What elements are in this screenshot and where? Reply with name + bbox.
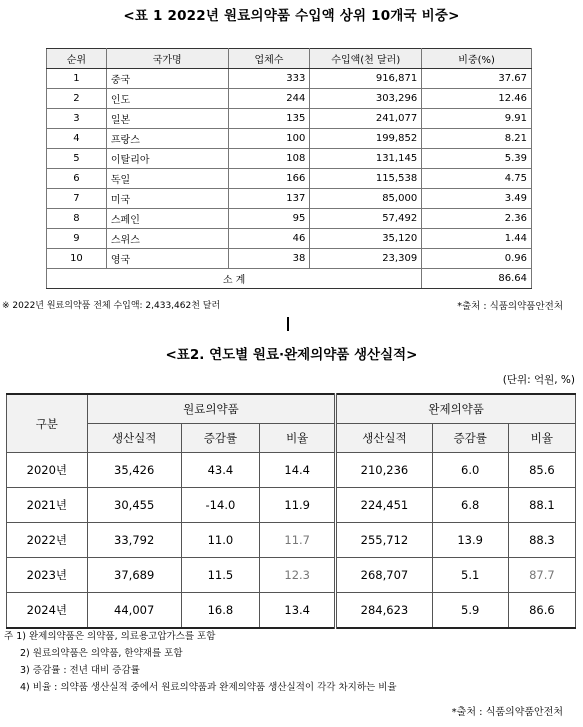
note-3: 3) 증감률 : 전년 대비 증감률 <box>20 665 140 676</box>
table-row <box>47 89 532 109</box>
table-cell: 85,000 <box>310 189 422 209</box>
table-cell: 916,871 <box>310 69 422 89</box>
table-cell: 115,538 <box>310 169 422 189</box>
table-cell: 224,451 <box>336 488 432 523</box>
table-cell: 6.0 <box>432 453 508 488</box>
table-cell: 이탈리아 <box>106 149 228 169</box>
table-cell: 199,852 <box>310 129 422 149</box>
table2-title: <표2. 연도별 원료·완제의약품 생산실적> <box>165 347 418 363</box>
text-cursor <box>287 317 289 331</box>
table-row <box>47 209 532 229</box>
table-cell: 30,455 <box>87 488 181 523</box>
table-cell: 독일 <box>106 169 228 189</box>
table-cell: 5.39 <box>422 149 532 169</box>
table-row <box>7 523 576 558</box>
header-finished-products: 완제의약품 <box>336 394 576 424</box>
table-cell: 284,623 <box>336 593 432 629</box>
table-cell: 6.8 <box>432 488 508 523</box>
table-cell: 16.8 <box>181 593 259 629</box>
table-cell: 0.96 <box>422 249 532 269</box>
year-cell: 2023년 <box>7 558 88 593</box>
table-cell: 12.46 <box>422 89 532 109</box>
table-cell: 11.0 <box>181 523 259 558</box>
table-cell: 11.9 <box>260 488 336 523</box>
table-cell: 255,712 <box>336 523 432 558</box>
subtotal-row <box>47 269 532 289</box>
table-cell: 87.7 <box>508 558 575 593</box>
table-cell: 46 <box>228 229 310 249</box>
table-row <box>47 169 532 189</box>
header-fin-ratio: 비율 <box>508 424 575 453</box>
table-cell: 57,492 <box>310 209 422 229</box>
table-cell: 1 <box>47 69 107 89</box>
table-cell: 9.91 <box>422 109 532 129</box>
import-table-header <box>47 49 532 69</box>
table-cell: 241,077 <box>310 109 422 129</box>
table-cell: 131,145 <box>310 149 422 169</box>
table-cell: 85.6 <box>508 453 575 488</box>
header-raw-change: 증감률 <box>181 424 259 453</box>
table-cell: 미국 <box>106 189 228 209</box>
table-cell: 35,120 <box>310 229 422 249</box>
table-cell: 12.3 <box>260 558 336 593</box>
table-cell: 35,426 <box>87 453 181 488</box>
header-import-amount: 수입액(천 달러) <box>310 49 422 69</box>
table-cell: 1.44 <box>422 229 532 249</box>
table-cell: 14.4 <box>260 453 336 488</box>
table1-note: ※ 2022년 원료의약품 전체 수입액: 2,433,462천 달러 <box>2 301 221 311</box>
header-companies: 업체수 <box>228 49 310 69</box>
table-cell: 중국 <box>106 69 228 89</box>
table-cell: 2 <box>47 89 107 109</box>
table-cell: 8.21 <box>422 129 532 149</box>
header-fin-change: 증감률 <box>432 424 508 453</box>
note-2: 2) 원료의약품은 의약품, 한약재를 포함 <box>20 648 183 659</box>
table-row <box>7 488 576 523</box>
table-cell: 44,007 <box>87 593 181 629</box>
table-cell: 108 <box>228 149 310 169</box>
table-cell: 43.4 <box>181 453 259 488</box>
table-cell: 4.75 <box>422 169 532 189</box>
table-cell: 37.67 <box>422 69 532 89</box>
table-cell: 135 <box>228 109 310 129</box>
import-table <box>46 48 532 289</box>
table-cell: 9 <box>47 229 107 249</box>
header-country: 국가명 <box>106 49 228 69</box>
table-cell: 11.5 <box>181 558 259 593</box>
table-cell: 5 <box>47 149 107 169</box>
year-cell: 2024년 <box>7 593 88 629</box>
table-row <box>7 453 576 488</box>
table-cell: 5.9 <box>432 593 508 629</box>
table-cell: 스위스 <box>106 229 228 249</box>
year-cell: 2021년 <box>7 488 88 523</box>
table-cell: 3.49 <box>422 189 532 209</box>
table-cell: 33,792 <box>87 523 181 558</box>
year-cell: 2020년 <box>7 453 88 488</box>
table-cell: 37,689 <box>87 558 181 593</box>
subtotal-label: 소 계 <box>47 269 422 289</box>
table-cell: 38 <box>228 249 310 269</box>
table-row <box>7 558 576 593</box>
table2-notes <box>4 628 397 696</box>
table-cell: 일본 <box>106 109 228 129</box>
table-cell: -14.0 <box>181 488 259 523</box>
header-rank: 순위 <box>47 49 107 69</box>
table-cell: 88.1 <box>508 488 575 523</box>
table2-unit: (단위: 억원, %) <box>502 374 575 386</box>
table-row <box>47 229 532 249</box>
table-cell: 4 <box>47 129 107 149</box>
table-cell: 10 <box>47 249 107 269</box>
note-1: 주 1) 완제의약품은 의약품, 의료용고압가스를 포함 <box>4 631 216 642</box>
table-cell: 7 <box>47 189 107 209</box>
subtotal-value: 86.64 <box>422 269 532 289</box>
table-cell: 23,309 <box>310 249 422 269</box>
table-cell: 95 <box>228 209 310 229</box>
table-cell: 3 <box>47 109 107 129</box>
table-row <box>47 129 532 149</box>
header-fin-production: 생산실적 <box>336 424 432 453</box>
table-cell: 6 <box>47 169 107 189</box>
table-cell: 303,296 <box>310 89 422 109</box>
table-cell: 244 <box>228 89 310 109</box>
table-row <box>47 149 532 169</box>
header-category: 구분 <box>7 394 88 453</box>
table1-title: <표 1 2022년 원료의약품 수입액 상위 10개국 비중> <box>123 8 460 24</box>
table-cell: 166 <box>228 169 310 189</box>
table-cell: 268,707 <box>336 558 432 593</box>
table-cell: 영국 <box>106 249 228 269</box>
table-cell: 인도 <box>106 89 228 109</box>
table-row <box>7 593 576 629</box>
table-row <box>47 109 532 129</box>
table2-source: *출처 : 식품의약품안전처 <box>451 707 563 718</box>
note-4: 4) 비율 : 의약품 생산실적 중에서 원료의약품과 완제의약품 생산실적이 각각 차지하는 비율 <box>20 682 397 693</box>
table-cell: 2.36 <box>422 209 532 229</box>
table-cell: 스페인 <box>106 209 228 229</box>
table-cell: 137 <box>228 189 310 209</box>
table-cell: 86.6 <box>508 593 575 629</box>
header-raw-ratio: 비율 <box>260 424 336 453</box>
table-cell: 5.1 <box>432 558 508 593</box>
table-cell: 333 <box>228 69 310 89</box>
table-row <box>47 189 532 209</box>
table-cell: 88.3 <box>508 523 575 558</box>
header-share: 비중(%) <box>422 49 532 69</box>
table-row <box>47 69 532 89</box>
table-cell: 13.4 <box>260 593 336 629</box>
table-cell: 11.7 <box>260 523 336 558</box>
table-cell: 8 <box>47 209 107 229</box>
header-raw-materials: 원료의약품 <box>87 394 336 424</box>
table1-source: *출처 : 식품의약품안전처 <box>457 301 563 312</box>
production-table <box>6 393 576 629</box>
table-cell: 프랑스 <box>106 129 228 149</box>
table-cell: 210,236 <box>336 453 432 488</box>
table-row <box>47 249 532 269</box>
year-cell: 2022년 <box>7 523 88 558</box>
table-cell: 13.9 <box>432 523 508 558</box>
header-raw-production: 생산실적 <box>87 424 181 453</box>
table-cell: 100 <box>228 129 310 149</box>
